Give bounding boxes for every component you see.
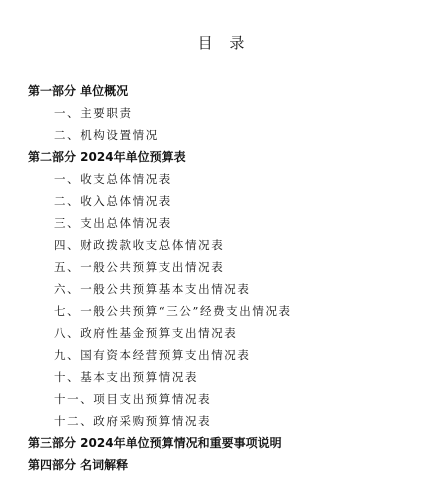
toc-item: 六、一般公共预算基本支出情况表 bbox=[54, 282, 251, 296]
toc-item: 一、收支总体情况表 bbox=[54, 172, 172, 186]
toc-item: 九、国有资本经营预算支出情况表 bbox=[54, 348, 251, 362]
toc-item: 五、一般公共预算支出情况表 bbox=[54, 260, 225, 274]
toc-item: 十、基本支出预算情况表 bbox=[54, 370, 199, 384]
toc-item: 十二、政府采购预算情况表 bbox=[54, 414, 212, 428]
toc-item: 七、一般公共预算“三公”经费支出情况表 bbox=[54, 304, 292, 318]
toc-item: 二、机构设置情况 bbox=[54, 128, 159, 142]
toc-item: 二、收入总体情况表 bbox=[54, 194, 172, 208]
toc-part-4: 第四部分 名词解释 bbox=[28, 458, 129, 472]
toc-part-2: 第二部分 2024年单位预算表 bbox=[28, 150, 186, 164]
toc-item: 三、支出总体情况表 bbox=[54, 216, 172, 230]
toc-part-3: 第三部分 2024年单位预算情况和重要事项说明 bbox=[28, 436, 282, 450]
document-title: 目 录 bbox=[197, 34, 251, 52]
toc-part-1: 第一部分 单位概况 bbox=[28, 84, 129, 98]
toc-item: 一、主要职责 bbox=[54, 106, 133, 120]
toc-item: 十一、项目支出预算情况表 bbox=[54, 392, 212, 406]
toc-item: 八、政府性基金预算支出情况表 bbox=[54, 326, 238, 340]
toc-item: 四、财政拨款收支总体情况表 bbox=[54, 238, 225, 252]
